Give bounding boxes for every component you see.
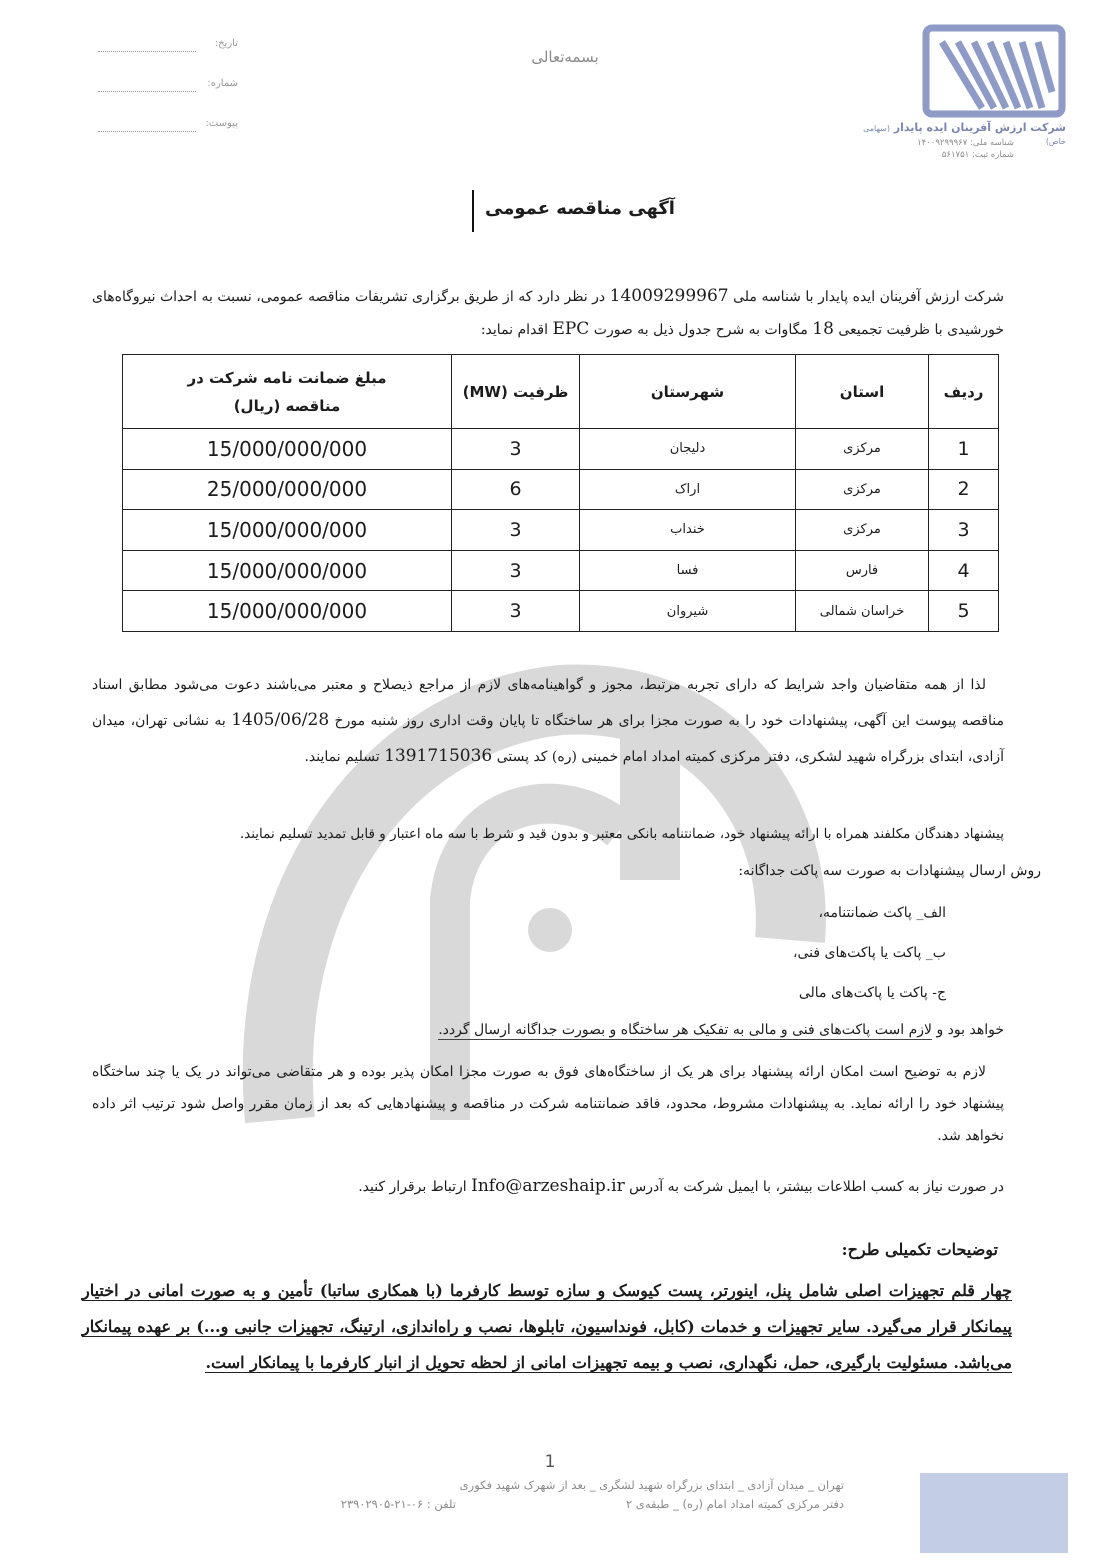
cell-province: فارس: [796, 550, 929, 591]
contact-email: Info@arzeshaip.ir: [471, 1176, 625, 1196]
basmala: بسمه‌تعالی: [531, 48, 599, 66]
contact-text-2: ارتباط برقرار کنید.: [358, 1179, 472, 1195]
envelope-item-c: ج- پاکت یا پاکت‌های مالی: [798, 985, 946, 1001]
envelopes-intro: روش ارسال پیشنهادات به صورت سه پاکت جداگانه:: [738, 863, 1041, 879]
invitation-text-2: به نشانی تهران، میدان آزادی، ابتدای بزرگراه شهید لشکری، دفتر مرکزی کمیته امداد امام خمینی (ره) کد پستی: [92, 713, 1004, 765]
guarantee-paragraph: پیشنهاد دهندگان مکلفند همراه با ارائه پیشنهاد خود، ضمانتنامه بانکی معتبر و بدون قید و شرط با سه ماه اعتبار و قابل تمدید تسلیم نمایند.: [239, 826, 1004, 842]
cell-province: مرکزی: [796, 469, 929, 510]
cell-capacity: 3: [452, 550, 580, 591]
footer-color-box: [920, 1473, 1068, 1553]
intro-national-id: 14009299967: [609, 286, 729, 306]
envelopes-note-text: خواهد بود و: [932, 1022, 1004, 1038]
footer-address-1: تهران _ میدان آزادی _ ابتدای بزرگراه شهید لشگری _ بعد از شهرک شهید فکوری: [459, 1478, 844, 1492]
contact-paragraph: [358, 1176, 1004, 1196]
cell-amount: 15/000/000/000: [123, 429, 452, 470]
table-row: [123, 510, 999, 551]
intro-text-3: مگاوات به شرح جدول ذیل به صورت: [589, 322, 813, 338]
intro-epc: EPC: [552, 319, 590, 339]
deadline-date: 1405/06/28: [231, 710, 330, 730]
cell-city: فسا: [580, 550, 796, 591]
company-ids: [854, 137, 1014, 161]
envelope-item-a: الف_ پاکت ضمانتنامه،: [818, 905, 946, 921]
cell-row-number: 1: [929, 429, 999, 470]
company-type: (سهامی خاص): [863, 124, 1066, 146]
complement-paragraph: [82, 1273, 1012, 1381]
company-national-id: شناسه ملی: ۱۴۰۰۹۲۹۹۹۶۷: [917, 138, 1014, 148]
page-number: 1: [544, 1452, 556, 1472]
header-capacity: ظرفیت (MW): [452, 355, 580, 429]
invitation-text-3: تسلیم نمایند.: [304, 749, 385, 765]
cell-city: شیروان: [580, 591, 796, 632]
invitation-text-1: لذا از همه متقاضیان واجد شرایط که دارای تجربه مرتبط، مجوز و گواهینامه‌های لازم از مراجع ذیصلاح و معتبر می‌باشند دعوت می‌شود مطابق اسناد مناقصه پیوست این آگهی، پیشنهادات خود را به صورت مجزا برای هر ساختگاه تا پایان وقت اداری روز شنبه مورخ: [92, 677, 1004, 729]
company-logo: [920, 22, 1068, 122]
intro-text-1: شرکت ارزش آفرینان ایده پایدار با شناسه ملی: [728, 289, 1004, 305]
table-header-row: [123, 355, 999, 429]
tender-table: [122, 354, 999, 632]
cell-row-number: 4: [929, 550, 999, 591]
company-name-text: شرکت ارزش آفرینان ایده پایدار: [893, 121, 1066, 134]
envelopes-note: [438, 1022, 1004, 1038]
cell-city: خنداب: [580, 510, 796, 551]
cell-capacity: 3: [452, 510, 580, 551]
attachment-label: پیوست:: [205, 118, 238, 129]
complement-text: چهار قلم تجهیزات اصلی شامل پنل، اینورتر، پست کیوسک و سازه توسط کارفرما (با همکاری ساتبا) تأمین و به صورت امانی در اختیار پیمانکار قرار می‌گیرد. سایر تجهیزات و خدمات (کابل، فونداسیون، تابلوها، نصب و راه‌اندازی، ارتینگ، تجهیزات جانبی و...) بر عهده پیمانکار می‌باشد. مسئولیت بارگیری، حمل، نگهداری، نصب و بیمه تجهیزات امانی از لحظه تحویل از انبار کارفرما با پیمانکار است.: [82, 1281, 1012, 1372]
header-province: استان: [796, 355, 929, 429]
intro-paragraph: [92, 280, 1004, 346]
table-row: [123, 550, 999, 591]
cell-row-number: 3: [929, 510, 999, 551]
attachment-field: [98, 118, 238, 136]
intro-capacity: 18: [812, 319, 834, 339]
cell-city: اراک: [580, 469, 796, 510]
cell-capacity: 6: [452, 469, 580, 510]
footer-phone: تلفن : ۰۶-۲۱-۲۳۹۰۲۹۰۵: [340, 1497, 456, 1511]
postal-code: 1391715036: [384, 746, 493, 766]
header-row-number: ردیف: [929, 355, 999, 429]
header-city: شهرستان: [580, 355, 796, 429]
intro-text-2: در نظر دارد که از طریق برگزاری تشریفات مناقصه عمومی، نسبت به احداث نیروگاه‌های خورشیدی با ظرفیت تجمیعی: [92, 289, 1004, 338]
cell-city: دلیجان: [580, 429, 796, 470]
date-label: تاریخ:: [214, 38, 238, 49]
page-title: آگهی مناقصه عمومی: [485, 198, 675, 219]
cell-province: خراسان شمالی: [796, 591, 929, 632]
header-guarantee: مبلغ ضمانت نامه شرکت در مناقصه (ریال): [123, 355, 452, 429]
separate-bids-text: لازم به توضیح است امکان ارائه پیشنهاد برای هر یک از ساختگاه‌های فوق به صورت مجزا امکان پذیر بوده و هر متقاضی می‌تواند در یک یا چند ساختگاه پیشنهاد خود را ارائه نماید. به پیشنهادات مشروط، محدود، فاقد ضمانتنامه شرکت در مناقصه و پیشنهادهایی که بعد از زمان مقرر واصل شود ترتیب اثر داده نخواهد شد.: [92, 1064, 1004, 1144]
date-field: [98, 38, 238, 56]
table-row: [123, 469, 999, 510]
number-label: شماره:: [207, 78, 238, 89]
cell-amount: 25/000/000/000: [123, 469, 452, 510]
invitation-paragraph: [92, 668, 1004, 775]
contact-text-1: در صورت نیاز به کسب اطلاعات بیشتر، با ایمیل شرکت به آدرس: [624, 1179, 1004, 1195]
intro-text-4: اقدام نماید:: [480, 322, 553, 338]
complement-title: توضیحات تکمیلی طرح:: [841, 1240, 998, 1259]
envelopes-note-underlined: لازم است پاکت‌های فنی و مالی به تفکیک هر ساختگاه و بصورت جداگانه ارسال گردد.: [438, 1022, 933, 1038]
cell-row-number: 5: [929, 591, 999, 632]
table-row: [123, 429, 999, 470]
cell-province: مرکزی: [796, 429, 929, 470]
separate-bids-paragraph: [92, 1056, 1004, 1152]
cell-amount: 15/000/000/000: [123, 591, 452, 632]
footer-address-2: دفتر مرکزی کمیته امداد امام (ره) _ طبقه‌ی ۲: [625, 1497, 844, 1511]
cell-row-number: 2: [929, 469, 999, 510]
cell-capacity: 3: [452, 591, 580, 632]
cell-amount: 15/000/000/000: [123, 550, 452, 591]
number-field: [98, 78, 238, 96]
cell-province: مرکزی: [796, 510, 929, 551]
table-row: [123, 591, 999, 632]
cell-capacity: 3: [452, 429, 580, 470]
cell-amount: 15/000/000/000: [123, 510, 452, 551]
company-registration: شماره ثبت: ۵۶۱۷۵۱: [941, 150, 1014, 160]
envelope-item-b: ب_ پاکت یا پاکت‌های فنی،: [792, 945, 946, 961]
